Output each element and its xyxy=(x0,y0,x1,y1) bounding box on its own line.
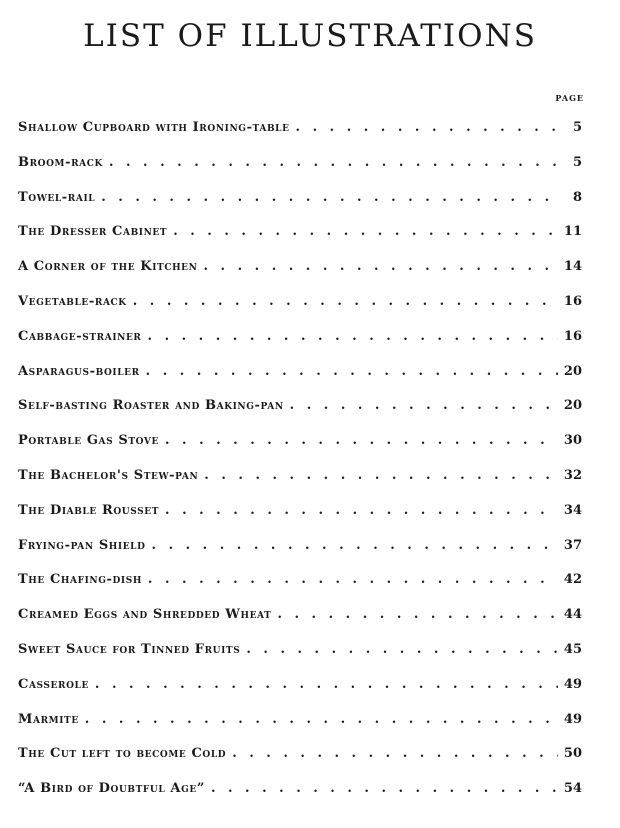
dot-leader xyxy=(95,668,558,703)
page-number: 16 xyxy=(563,328,582,344)
list-item xyxy=(18,563,582,598)
illustration-title: Self-basting Roaster and Baking-pan xyxy=(18,398,284,414)
page-number: 37 xyxy=(563,537,582,553)
list-item xyxy=(18,285,582,320)
list-item xyxy=(18,703,582,738)
list-item xyxy=(18,668,582,703)
page-number: 5 xyxy=(572,154,582,170)
dot-leader xyxy=(165,424,558,459)
dot-leader xyxy=(148,563,558,598)
illustration-title: The Diable Rousset xyxy=(18,502,160,518)
page-number: 32 xyxy=(563,467,582,483)
dot-leader xyxy=(152,529,558,564)
illustration-title: Asparagus-boiler xyxy=(18,363,140,379)
dot-leader xyxy=(109,146,558,181)
illustration-title: Marmite xyxy=(18,711,79,727)
list-item xyxy=(18,737,582,772)
list-item xyxy=(18,355,582,390)
list-item xyxy=(18,494,582,529)
illustration-title: Frying-pan Shield xyxy=(18,537,146,553)
illustration-title: Broom-rack xyxy=(18,154,103,170)
list-item xyxy=(18,320,582,355)
illustration-title: A Corner of the Kitchen xyxy=(18,259,198,275)
dot-leader xyxy=(101,181,558,216)
list-item xyxy=(18,598,582,633)
list-item xyxy=(18,181,582,216)
list-item xyxy=(18,772,582,807)
page-number: 34 xyxy=(563,502,582,518)
page-number: 45 xyxy=(563,641,582,657)
page-number: 16 xyxy=(563,293,582,309)
dot-leader xyxy=(146,355,558,390)
page-number: 8 xyxy=(572,189,582,205)
dot-leader xyxy=(296,111,558,146)
page-number: 44 xyxy=(563,607,582,623)
list-item xyxy=(18,111,582,146)
dot-leader xyxy=(232,737,558,772)
page-number: 30 xyxy=(563,433,582,449)
page-number: 20 xyxy=(563,363,582,379)
page-number: 14 xyxy=(563,259,582,275)
list-item xyxy=(18,389,582,424)
page-number: 54 xyxy=(563,781,582,797)
dot-leader xyxy=(85,703,558,738)
list-item xyxy=(18,633,582,668)
dot-leader xyxy=(203,250,557,285)
illustration-title: Towel-rail xyxy=(18,189,96,205)
list-item xyxy=(18,250,582,285)
page-number: 20 xyxy=(563,398,582,414)
dot-leader xyxy=(211,772,558,807)
page-number: 11 xyxy=(563,224,582,240)
page-number: 50 xyxy=(563,746,582,762)
dot-leader xyxy=(148,320,558,355)
illustration-title: The Bachelor's Stew-pan xyxy=(18,467,199,483)
dot-leader xyxy=(290,389,558,424)
illustration-title: Creamed Eggs and Shredded Wheat xyxy=(18,607,272,623)
illustration-title: Shallow Cupboard with Ironing-table xyxy=(18,120,290,135)
illustration-title: Vegetable-rack xyxy=(18,293,127,309)
list-item xyxy=(18,529,582,564)
illustration-title: The Cut left to become Cold xyxy=(18,746,227,762)
page-title: LIST OF ILLUSTRATIONS xyxy=(83,18,537,54)
illustration-title: The Dresser Cabinet xyxy=(18,224,168,240)
page-number: 49 xyxy=(563,711,582,727)
dot-leader xyxy=(165,494,558,529)
list-item xyxy=(18,146,582,181)
list-item xyxy=(18,215,582,250)
illustration-title: The Chafing-dish xyxy=(18,572,142,588)
illustration-title: Cabbage-strainer xyxy=(18,328,142,344)
page-number: 49 xyxy=(563,676,582,692)
dot-leader xyxy=(246,633,558,668)
list-item xyxy=(18,424,582,459)
dot-leader xyxy=(133,285,558,320)
dot-leader xyxy=(173,215,558,250)
illustrations-list xyxy=(18,111,582,807)
page-column-header: PAGE xyxy=(555,93,584,103)
illustration-title: “A Bird of Doubtful Age” xyxy=(18,781,205,797)
page-number: 5 xyxy=(572,120,582,135)
illustration-title: Sweet Sauce for Tinned Fruits xyxy=(18,641,241,657)
dot-leader xyxy=(204,459,558,494)
page-number: 42 xyxy=(563,572,582,588)
dot-leader xyxy=(277,598,557,633)
illustration-title: Casserole xyxy=(18,676,89,692)
illustration-title: Portable Gas Stove xyxy=(18,433,159,449)
list-item xyxy=(18,459,582,494)
